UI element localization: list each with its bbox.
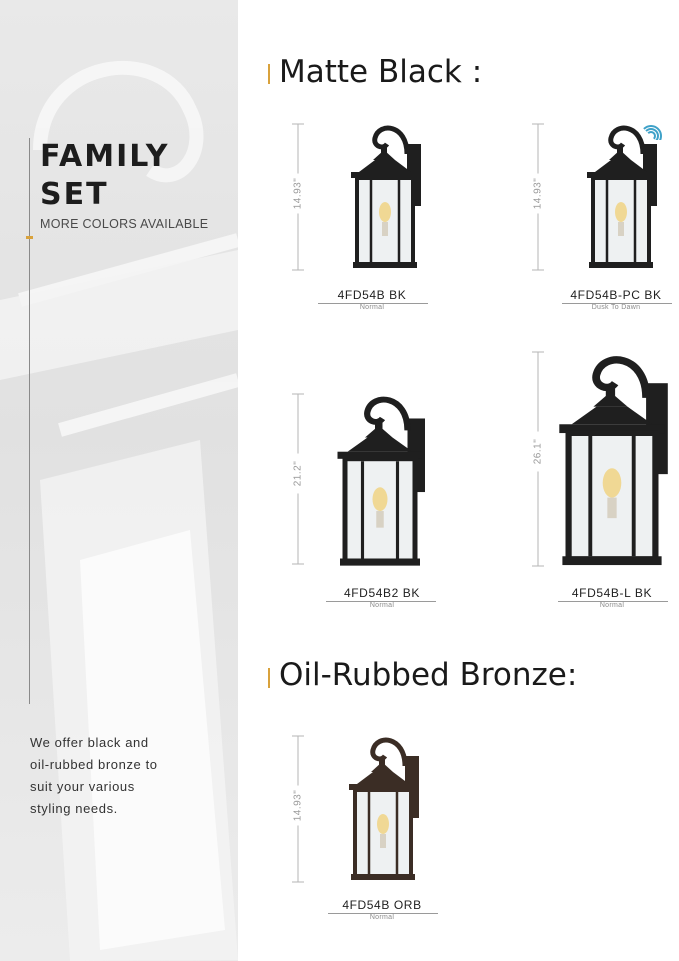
model-type: Normal	[599, 602, 625, 609]
description-line: We offer black and	[30, 735, 149, 750]
height-label: 14.93"	[293, 174, 304, 214]
model-type: Normal	[359, 304, 385, 311]
height-label: 14.93"	[533, 174, 544, 214]
description-text	[30, 732, 200, 820]
product-4fd54b-orb[interactable]	[286, 732, 446, 932]
lantern-icon	[576, 120, 666, 270]
model-type: Normal	[369, 602, 395, 609]
model-name: 4FD54B2 BK	[343, 586, 421, 600]
vertical-divider-line	[29, 138, 30, 704]
height-label: 26.1"	[533, 432, 544, 472]
description-line: oil-rubbed bronze to	[30, 757, 158, 772]
model-name: 4FD54B BK	[337, 288, 407, 302]
height-label: 14.93"	[293, 786, 304, 826]
left-panel	[0, 0, 238, 961]
lantern-icon	[338, 732, 428, 882]
model-name: 4FD54B-L BK	[571, 586, 653, 600]
product-4fd54b-bk[interactable]	[286, 120, 436, 320]
model-type: Normal	[369, 914, 395, 921]
lantern-icon	[550, 348, 674, 568]
height-label: 21.2"	[293, 454, 304, 494]
product-4fd54b-l-bk[interactable]	[526, 348, 676, 615]
family-title-line2: SET	[40, 177, 109, 212]
wifi-sensor-icon	[640, 122, 662, 140]
bronze-heading: Oil-Rubbed Bronze:	[279, 657, 578, 693]
section-accent-bar	[268, 668, 270, 688]
model-name: 4FD54B ORB	[342, 898, 422, 912]
description-line: suit your various	[30, 779, 135, 794]
product-4fd54b2-bk[interactable]	[286, 390, 456, 615]
description-line: styling needs.	[30, 801, 118, 816]
product-4fd54b-pc-bk[interactable]	[526, 120, 676, 320]
accent-marker	[26, 236, 33, 239]
section-accent-bar	[268, 64, 270, 84]
family-title-line1: FAMILY	[40, 139, 170, 174]
family-set-title	[40, 138, 230, 214]
model-name: 4FD54B-PC BK	[570, 288, 662, 302]
lantern-icon	[330, 390, 430, 568]
model-type: Dusk To Dawn	[591, 304, 641, 311]
more-colors-subtitle: MORE COLORS AVAILABLE	[40, 217, 209, 231]
matte-black-heading: Matte Black :	[279, 54, 483, 90]
lantern-icon	[340, 120, 430, 270]
